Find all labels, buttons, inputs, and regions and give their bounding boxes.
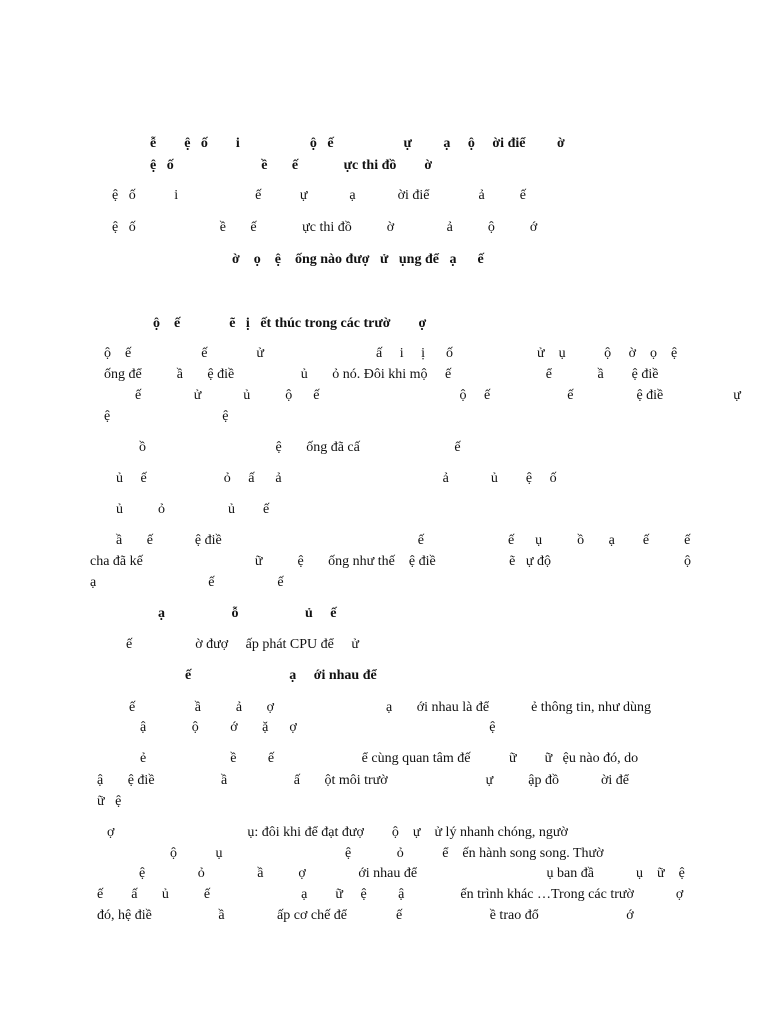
text-line: ợ ụ: đôi khi để đạt đượ ộ ự ử lý nhanh chóng, ngườ: [107, 825, 568, 840]
section-heading: ờ ọ ệ ống nào đượ ử ụng để ạ ế: [232, 252, 484, 267]
text-line: ế ầ ả ợ ạ ới nhau là để ẻ thông tin, như dùng: [129, 700, 652, 715]
text-line: ủ ỏ ủ ế: [116, 502, 270, 517]
text-line: ậ ệ điề ầ ấ ột môi trườ ự ập đồ ời để: [97, 773, 629, 788]
text-line: ế ờ đượ ấp phát CPU để ử: [126, 637, 359, 652]
text-line: ồ ệ ống đã cấ ế: [139, 440, 461, 455]
text-line: ệ ố ề ế ực thi đồ ờ ả ộ ớ: [112, 220, 538, 235]
text-line: ệ ố ề ế ực thi đồ ờ: [150, 158, 433, 173]
text-line: ộ ế ế ử ấ i ị ố ử ụ ộ ờ ọ ệ: [104, 346, 678, 361]
section-heading: ế ạ ới nhau để: [185, 668, 377, 683]
section-heading: ộ ế ẽ ị ết thúc trong các trườ ợ: [153, 316, 427, 331]
text-line: ạ ế ế: [90, 575, 284, 590]
text-line: ệ ỏ ầ ợ ới nhau để ụ ban đầ ụ ữ ệ: [139, 866, 685, 881]
text-line: ế ử ủ ộ ế ộ ế ế ệ điề ự: [135, 388, 741, 403]
text-line: cha đã kế ữ ệ ống như thế ệ điề ẽ ự độ ộ: [90, 554, 691, 569]
text-line: ễ ệ ố i ộ ế ự ạ ộ ời điể ờ: [150, 136, 565, 151]
text-line: ữ ệ: [97, 794, 122, 809]
text-line: ế ấ ủ ế ạ ữ ệ ậ ến trình khác …Trong các trườ ợ: [97, 887, 684, 902]
text-line: ệ ệ: [104, 409, 229, 424]
text-line: ầ ế ệ điề ế ế ụ ồ ạ ế ế: [116, 533, 691, 548]
text-line: ệ ố i ế ự ạ ời điể ả ế: [112, 188, 526, 203]
section-heading: ạ ỗ ủ ế: [158, 606, 337, 621]
text-line: ẻ ề ế ể cùng quan tâm đế ữ ữ ệu nào đó, do: [140, 751, 639, 766]
text-line: ộ ụ ệ ỏ ể ến hành song song. Thườ: [170, 846, 604, 861]
text-line: ậ ộ ớ ặ ợ ệ: [140, 720, 496, 735]
text-line: ống để ầ ệ điề ủ ỏ nó. Đôi khi mộ ế ể ầ ệ điề: [104, 367, 659, 382]
text-line: ủ ế ỏ ấ ả ả ủ ệ ố: [116, 471, 557, 486]
text-line: đó, hệ điề ầ ấp cơ chế để ế ề trao đổ ớ: [97, 908, 634, 923]
